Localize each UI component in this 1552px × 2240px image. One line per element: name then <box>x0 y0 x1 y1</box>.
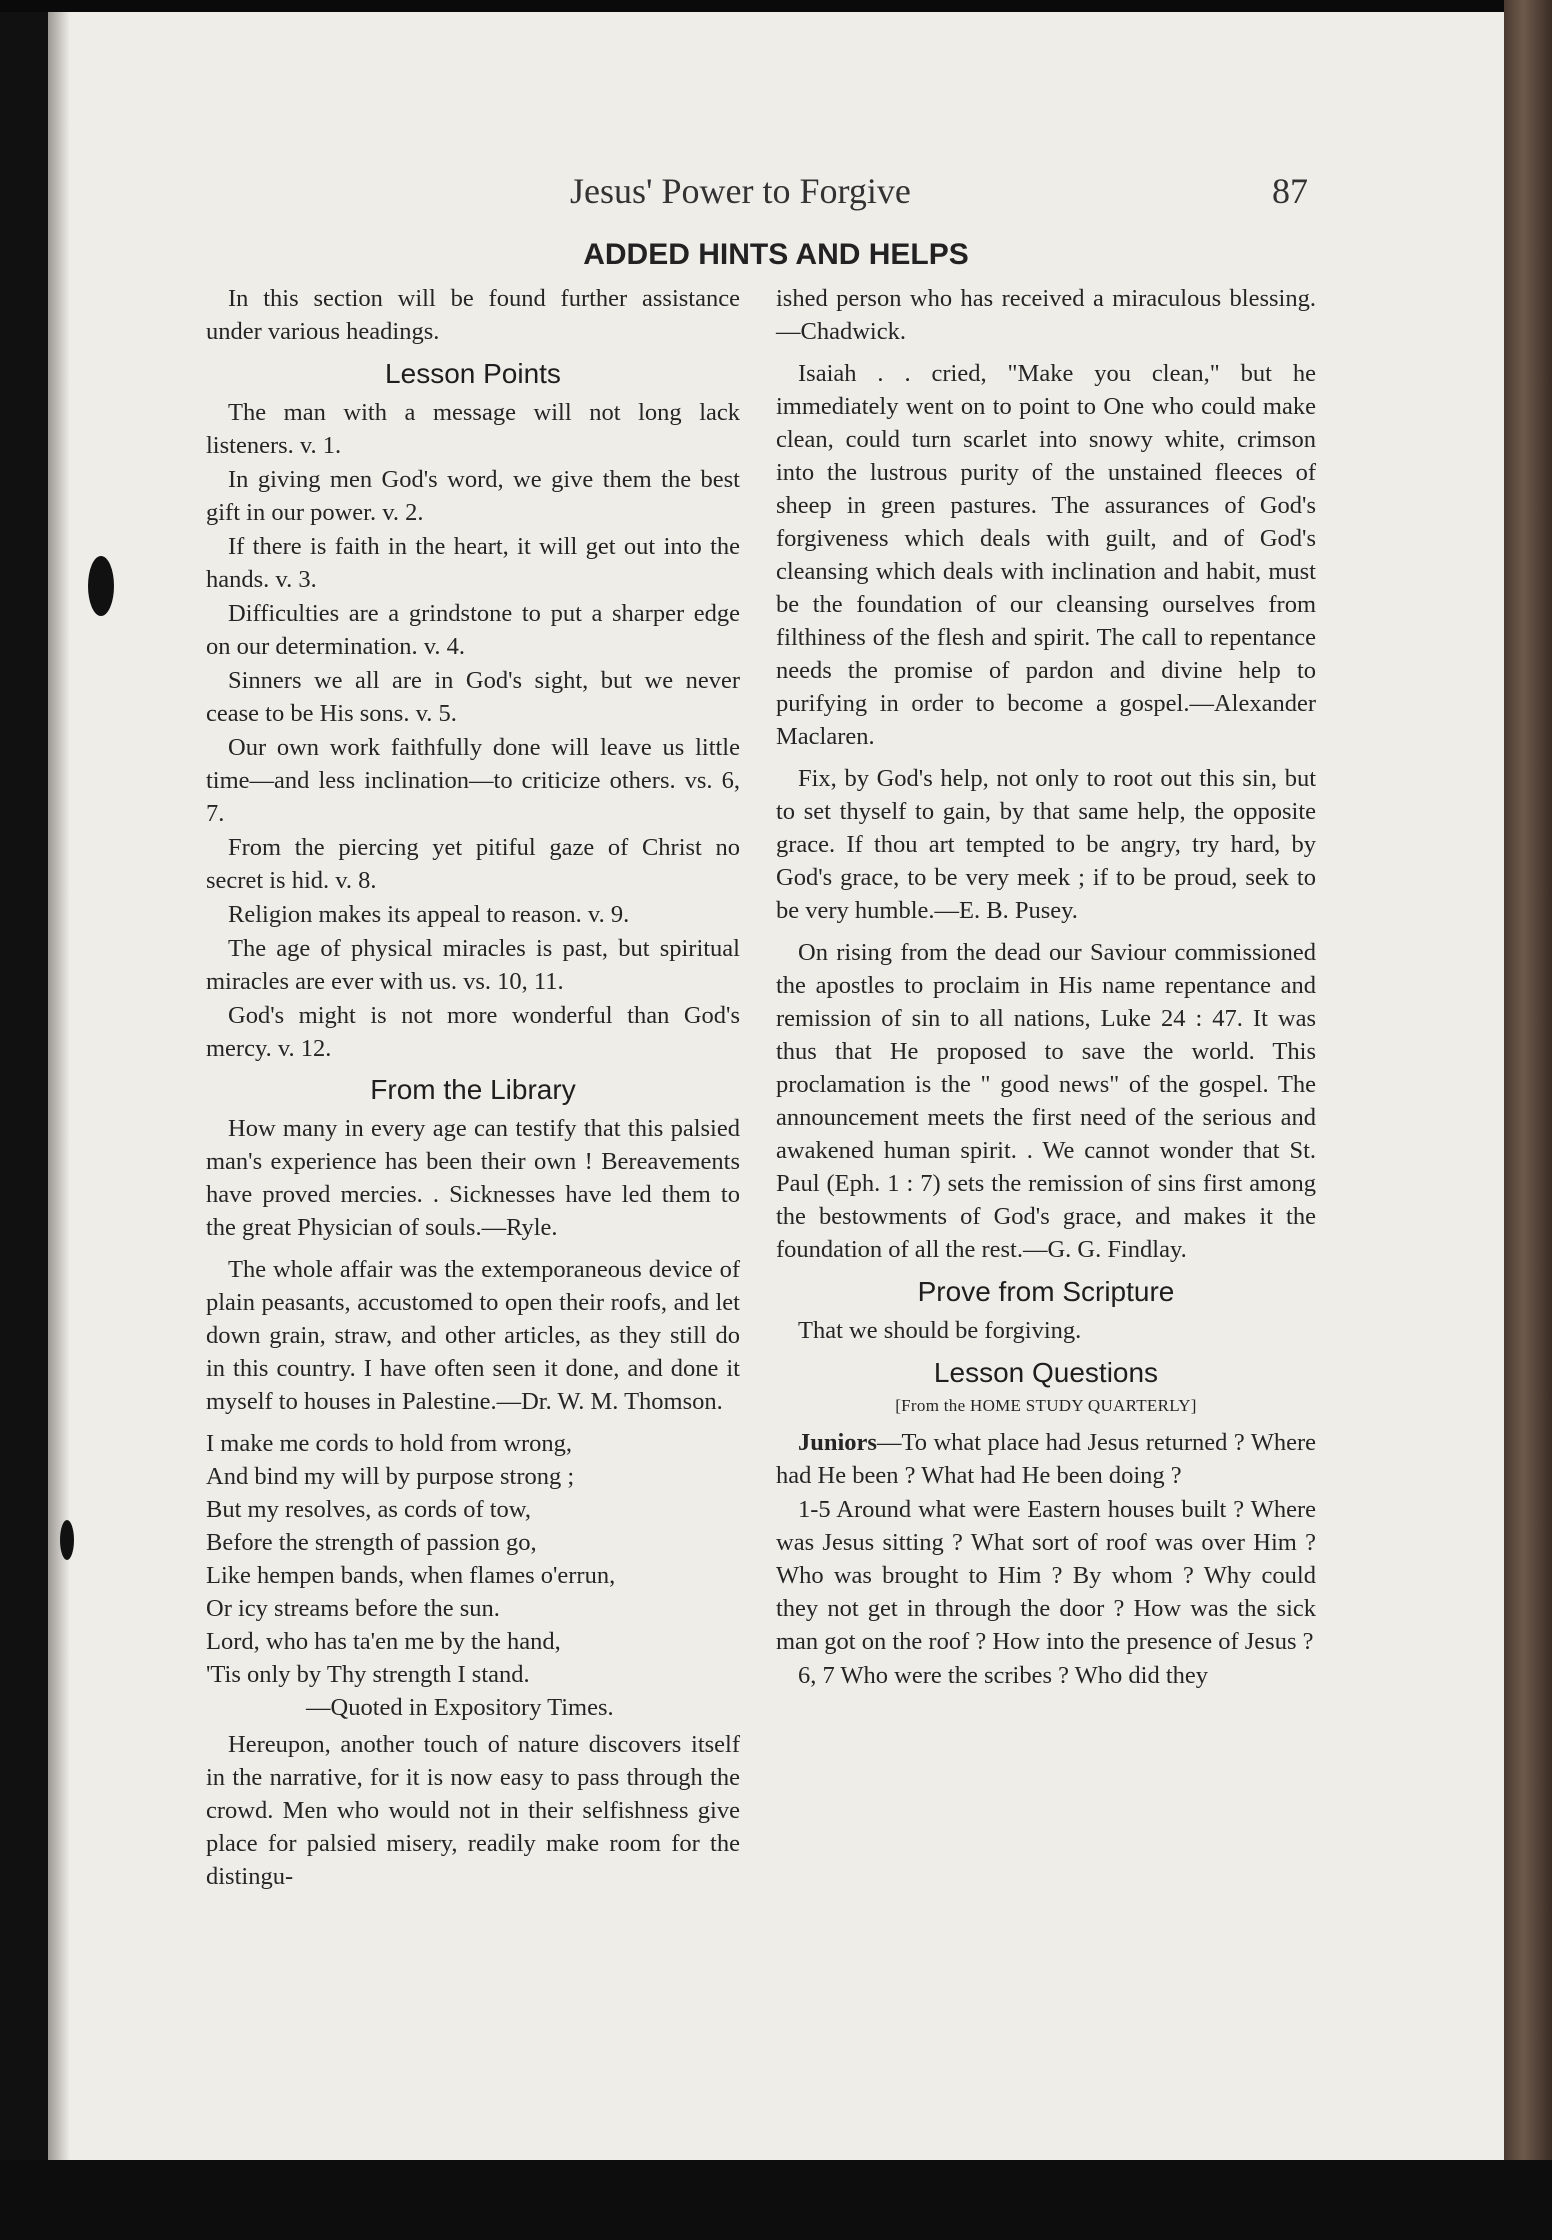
questions-source-note: [From the HOME STUDY QUARTERLY] <box>895 1396 1197 1415</box>
library-heading: From the Library <box>370 1074 576 1105</box>
lesson-point: In giving men God's word, we give them the best gift in our power. v. 2. <box>206 466 740 526</box>
question-group: 1-5 Around what were Eastern houses built ? Where was Jesus sitting ? What sort of roof was over Him ? Who was brought to Him ? By whom ? Why could they not get in through the door ? How was the sick man got on the roof ? How into the presence of Jesus ? <box>776 1496 1316 1655</box>
poem-line: Like hempen bands, when flames o'errun, <box>206 1562 616 1589</box>
poem-line: 'Tis only by Thy strength I stand. <box>206 1661 530 1688</box>
poem-line: Lord, who has ta'en me by the hand, <box>206 1628 561 1655</box>
binding-hole <box>88 556 114 616</box>
binding-hole <box>60 1520 74 1560</box>
question-group: 6, 7 Who were the scribes ? Who did they <box>798 1662 1209 1689</box>
book-spine <box>1504 0 1552 2240</box>
library-paragraph: Hereupon, another touch of nature discovers itself in the narrative, for it is now easy to pass through the crowd. Men who would not in their selfishness give place for palsied misery, readily make room for the distingu- <box>206 1731 740 1890</box>
lesson-point: From the piercing yet pitiful gaze of Christ no secret is hid. v. 8. <box>206 834 740 894</box>
juniors-label: Juniors <box>798 1429 877 1456</box>
section-title: ADDED HINTS AND HELPS <box>583 238 969 271</box>
library-paragraph: How many in every age can testify that this palsied man's experience has been their own ! Bereavements have proved mercies. . Sicknesses have led them to the great Physician of souls.—Ryle. <box>206 1115 740 1241</box>
poem-line: I make me cords to hold from wrong, <box>206 1430 573 1457</box>
poem-citation: —Quoted in Expository Times. <box>306 1694 614 1721</box>
lesson-point: Religion makes its appeal to reason. v. 9. <box>228 901 630 928</box>
poem-line: And bind my will by purpose strong ; <box>206 1463 575 1490</box>
poem-line: But my resolves, as cords of tow, <box>206 1496 532 1523</box>
lesson-point: Our own work faithfully done will leave us little time—and less inclination—to criticize others. vs. 6, 7. <box>206 734 740 827</box>
lesson-point: Difficulties are a grindstone to put a sharper edge on our determination. v. 4. <box>206 600 740 660</box>
page-number: 87 <box>1272 171 1308 211</box>
top-edge <box>0 0 1552 12</box>
prove-heading: Prove from Scripture <box>917 1276 1175 1307</box>
questions-heading: Lesson Questions <box>933 1357 1159 1388</box>
lesson-point: The man with a message will not long lack listeners. v. 1. <box>206 399 740 459</box>
running-header: Jesus' Power to Forgive <box>570 171 911 211</box>
quote-paragraph: Isaiah . . cried, "Make you clean," but he immediately went on to point to One who could make clean, could turn scarlet into snowy white, crimson into the lustrous purity of the unstained fleeces of sheep in green pastures. The assurances of God's forgiveness which deals with guilt, and of God's cleansing which deals with inclination and habit, must be the foundation of our cleansing ourselves from filthiness of the flesh and spirit. The call to repentance needs the promise of pardon and divine help to purifying in order to become a gospel.—Alexander Maclaren. <box>776 360 1316 750</box>
poem-line: Or icy streams before the sun. <box>206 1595 500 1622</box>
prove-text: That we should be forgiving. <box>798 1317 1082 1344</box>
lesson-points-heading: Lesson Points <box>385 358 561 389</box>
lesson-point: Sinners we all are in God's sight, but we never cease to be His sons. v. 5. <box>206 667 740 727</box>
poem <box>206 1427 740 1724</box>
intro-paragraph: In this section will be found further assistance under various headings. <box>206 285 740 345</box>
left-column <box>206 282 740 1894</box>
bottom-edge <box>0 2160 1552 2240</box>
continued-paragraph: ished person who has received a miraculous blessing.—Chadwick. <box>776 285 1316 345</box>
library-paragraph: The whole affair was the extemporaneous device of plain peasants, accustomed to open their roofs, and let down grain, straw, and other articles, as they still do in this country. I have often seen it done, and done it myself to houses in Palestine.—Dr. W. M. Thomson. <box>206 1256 740 1415</box>
right-column <box>776 282 1316 1693</box>
page-gutter-shadow <box>48 12 70 2162</box>
juniors-questions <box>776 1426 1316 1492</box>
lesson-point: If there is faith in the heart, it will get out into the hands. v. 3. <box>206 533 740 593</box>
quote-paragraph: On rising from the dead our Saviour commissioned the apostles to proclaim in His name repentance and remission of sin to all nations, Luke 24 : 47. It was thus that He proposed to save the world. This proclamation is the " good news" of the gospel. The announcement meets the first need of the serious and awakened human spirit. . We cannot wonder that St. Paul (Eph. 1 : 7) sets the remission of sins first among the bestowments of God's grace, and makes it the foundation of all the rest.—G. G. Findlay. <box>776 939 1316 1263</box>
juniors-text: —To what place had Jesus returned ? Where had He been ? What had He been doing ? <box>776 1429 1316 1489</box>
lesson-point: God's might is not more wonderful than God's mercy. v. 12. <box>206 1002 740 1062</box>
quote-paragraph: Fix, by God's help, not only to root out this sin, but to set thyself to gain, by that same help, the opposite grace. If thou art tempted to be angry, try hard, by God's grace, to be very meek ; if to be proud, seek to be very humble.—E. B. Pusey. <box>776 765 1316 924</box>
poem-line: Before the strength of passion go, <box>206 1529 537 1556</box>
lesson-point: The age of physical miracles is past, but spiritual miracles are ever with us. vs. 10, 11. <box>206 935 740 995</box>
